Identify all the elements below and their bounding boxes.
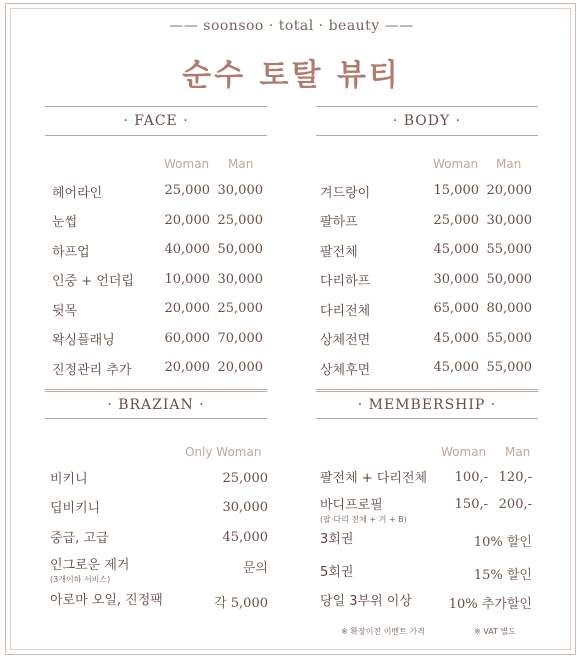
- service-name: [50, 527, 109, 546]
- membership-name-text: 당일 3부위 이상: [320, 594, 412, 609]
- price: 45,000: [222, 530, 268, 545]
- service-name: 다리전체: [320, 303, 371, 319]
- service-name: 헤어라인: [52, 185, 103, 201]
- woman-price: 10,000: [164, 271, 210, 287]
- price: 각 5,000: [214, 596, 268, 611]
- service-name-text: 중급, 고급: [50, 531, 109, 546]
- service-name: 눈썹: [52, 215, 78, 230]
- vat-note: ※ VAT 별도: [474, 627, 516, 636]
- price: 25,000: [222, 471, 268, 486]
- service-name: 뒷목: [52, 303, 78, 319]
- woman-price: 40,000: [164, 242, 210, 257]
- membership-name-text: 5회권: [320, 565, 354, 580]
- man-price: 55,000: [486, 242, 532, 257]
- membership-col-man: Man: [505, 445, 531, 459]
- man-price: 25,000: [217, 212, 263, 228]
- man-price: 200,-: [498, 497, 532, 512]
- woman-price: 65,000: [433, 301, 479, 316]
- man-price: 55,000: [486, 330, 532, 346]
- man-price: 30,000: [217, 271, 263, 287]
- membership-col-woman: Woman: [441, 445, 487, 459]
- woman-price: 45,000: [433, 242, 479, 257]
- service-name: 다리하프: [320, 274, 371, 289]
- service-name: 겨드랑이: [320, 185, 371, 201]
- face-col-woman: Woman: [164, 157, 210, 171]
- service-name: 상체후면: [320, 362, 371, 378]
- man-price: 20,000: [486, 183, 532, 198]
- service-name: 인중 + 언더립: [52, 274, 134, 289]
- woman-price: 150,-: [454, 497, 488, 512]
- man-price: 50,000: [217, 242, 263, 257]
- man-price: 80,000: [486, 301, 532, 316]
- woman-price: 15,000: [433, 183, 479, 198]
- man-price: 50,000: [486, 271, 532, 287]
- service-name-text: 딥비키니: [50, 501, 101, 516]
- service-name-text: 아로마 오일, 진정팩: [50, 593, 163, 608]
- brazian-col-only-woman: Only Woman: [185, 445, 262, 459]
- event-price-note: ※ 확장이전 이벤트 가격: [341, 627, 425, 636]
- service-name-text: 인그로운 제거: [50, 558, 130, 573]
- body-col-man: Man: [496, 157, 522, 171]
- service-name: 진정관리 추가: [52, 362, 132, 378]
- discount: 10% 추가할인: [448, 597, 532, 612]
- membership-note: (팔·다리 전체 + 겨 + B): [320, 515, 407, 524]
- body-col-woman: Woman: [433, 157, 479, 171]
- service-name: 팔전체: [320, 244, 358, 260]
- price: 문의: [242, 561, 268, 576]
- man-price: 120,-: [498, 470, 532, 485]
- brand-tagline: —— soonsoo · total · beauty ——: [169, 18, 414, 34]
- service-name: [50, 468, 88, 487]
- man-price: 55,000: [486, 360, 532, 375]
- woman-price: 60,000: [164, 330, 210, 346]
- membership-name: [320, 467, 427, 486]
- man-price: 20,000: [217, 360, 263, 375]
- service-name: 상체전면: [320, 333, 371, 348]
- woman-price: 45,000: [433, 330, 479, 346]
- woman-price: 25,000: [433, 212, 479, 228]
- service-name: [50, 497, 100, 516]
- service-name: [50, 554, 129, 585]
- woman-price: 30,000: [433, 271, 479, 287]
- woman-price: 20,000: [164, 360, 210, 375]
- woman-price: 20,000: [164, 212, 210, 228]
- membership-name: [320, 494, 407, 525]
- discount: 10% 할인: [473, 535, 532, 550]
- face-section-header: · FACE ·: [45, 106, 267, 136]
- page-title: 순수 토탈 뷰티: [182, 58, 401, 93]
- service-name: 하프업: [52, 244, 90, 260]
- service-name-text: 비키니: [50, 472, 88, 487]
- membership-name-text: 3회권: [320, 532, 354, 547]
- woman-price: 100,-: [454, 470, 488, 485]
- discount: 15% 할인: [473, 568, 532, 583]
- service-note: (3개이하 서비스): [50, 575, 111, 584]
- service-name: [50, 589, 163, 608]
- woman-price: 25,000: [164, 183, 210, 198]
- service-name: 왁싱플래닝: [52, 333, 115, 348]
- body-section-header: · BODY ·: [316, 106, 538, 136]
- brazian-section-header: · BRAZIAN ·: [45, 389, 267, 419]
- man-price: 30,000: [486, 212, 532, 228]
- membership-name: [320, 590, 412, 609]
- membership-name: [320, 561, 353, 580]
- membership-name: [320, 528, 353, 547]
- membership-section-header: · MEMBERSHIP ·: [316, 389, 538, 419]
- man-price: 25,000: [217, 301, 263, 316]
- membership-name-text: 바디프로필: [320, 498, 383, 513]
- membership-name-text: 팔전체 + 다리전체: [320, 471, 428, 486]
- woman-price: 20,000: [164, 301, 210, 316]
- price: 30,000: [222, 500, 268, 515]
- man-price: 30,000: [217, 183, 263, 198]
- face-col-man: Man: [228, 157, 254, 171]
- woman-price: 45,000: [433, 360, 479, 375]
- service-name: 팔하프: [320, 215, 358, 230]
- man-price: 70,000: [217, 330, 263, 346]
